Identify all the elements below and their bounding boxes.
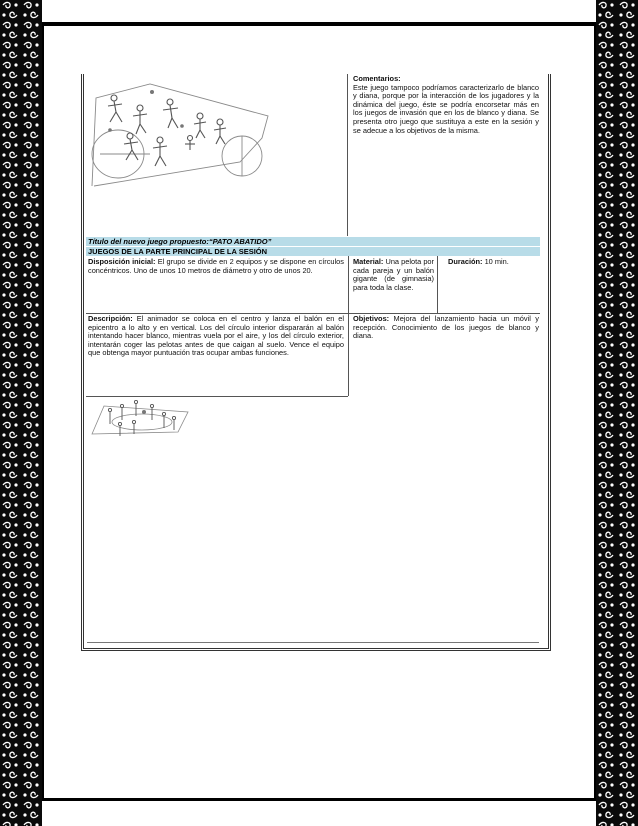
- page-border-inner-left: [42, 26, 44, 798]
- material-label: Material:: [353, 257, 384, 266]
- description-label: Descripción:: [88, 314, 133, 323]
- duration-label: Duración:: [448, 257, 483, 266]
- description-block: [88, 315, 344, 358]
- page-border-top: [42, 22, 596, 26]
- duration-value: 10 min.: [484, 257, 509, 266]
- page-border-inner-right: [594, 26, 596, 798]
- row-divider-description: [86, 396, 348, 397]
- table-bottom-rule: [87, 642, 539, 643]
- section-heading: JUEGOS DE LA PARTE PRINCIPAL DE LA SESIÓN: [88, 247, 268, 256]
- column-divider-material: [437, 256, 438, 313]
- new-game-title-row: [86, 237, 540, 246]
- section-heading-row: [86, 247, 540, 256]
- new-game-title-value: “PATO ABATIDO”: [208, 237, 272, 246]
- column-divider-top: [347, 74, 348, 236]
- objectives-block: [353, 315, 539, 341]
- new-game-title-label: Título del nuevo juego propuesto:: [88, 237, 209, 246]
- material-block: [353, 258, 434, 292]
- comments-block: [353, 75, 539, 135]
- initial-layout-text: El grupo se divide en 2 equipos y se dispone en círculos concéntricos. Uno de unos 10 metros de diámetro y otro de unos 20.: [88, 257, 344, 275]
- column-divider-main: [348, 256, 349, 396]
- initial-layout-label: Disposición inicial:: [88, 257, 156, 266]
- objectives-text: Mejora del lanzamiento hacia un móvil y recepción. Conocimiento de los juegos de blanco y diana.: [353, 314, 539, 341]
- description-text: El animador se coloca en el centro y lanza el balón en el epicentro a lo alto y en vertical. Los del círculo interior dispararán al balón intentando hacer blanco, mientras vuela por el aire, y los del círculo exterior, intentarán coger las pelotas antes de que caigan al suelo. Vence el equipo que obtenga mayor puntuación tras ocupar ambas funciones.: [88, 314, 344, 358]
- pato-abatido-sketch: [90, 398, 190, 438]
- duration-block: [448, 258, 538, 267]
- initial-layout-block: [88, 258, 344, 275]
- page-border-bottom: [42, 798, 596, 801]
- game-sketch-drawing: [90, 78, 270, 188]
- material-text: Una pelota por cada pareja y un balón gigante (de gimnasia) para toda la clase.: [353, 257, 434, 292]
- comments-label: Comentarios:: [353, 74, 401, 83]
- decorative-border-right: [596, 0, 638, 826]
- decorative-border-left: [0, 0, 42, 826]
- comments-text: Este juego tampoco podríamos caracterizarlo de blanco y diana, porque por la interacción de los jugadores y la dinámica del juego, éste se podría encorsetar más en los juegos de invasión que en los de blanco y diana. Se presenta otro juego que sustituya a este en la sesión y se adecue a los objetivos de la misma.: [353, 82, 539, 135]
- objectives-label: Objetivos:: [353, 314, 390, 323]
